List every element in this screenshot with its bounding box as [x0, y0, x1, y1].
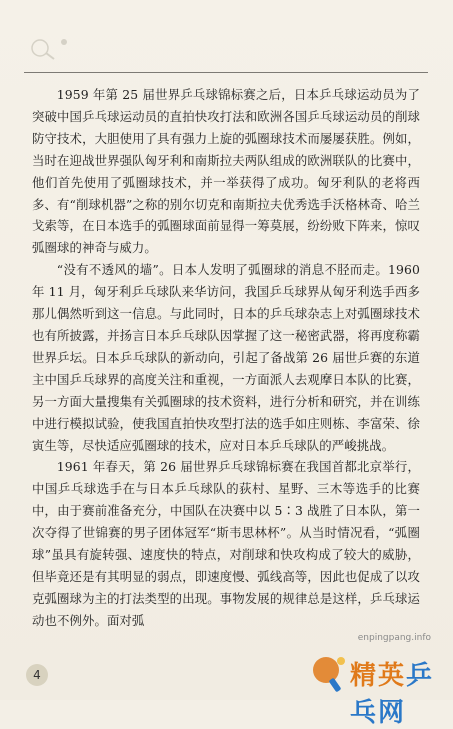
watermark-url: enpingpang.info [357, 633, 431, 643]
watermark-logo [310, 652, 446, 728]
logo-text-part2: 乒乓网 [350, 661, 435, 728]
watermark-logo-text [350, 655, 446, 729]
page-number: 4 [26, 664, 48, 686]
body-text [32, 84, 420, 632]
logo-text-part1: 精英 [350, 661, 407, 691]
header-rule [24, 72, 428, 73]
paragraph-3: 1961 年春天，第 26 届世界乒乓球锦标赛在我国首都北京举行，中国乒乓球选手在与日本乒乓球队的荻村、星野、三木等选手的比赛中，由于赛前准备充分，中国队在决赛中以 5∶3 战胜了日本队，第一次夺得了世锦赛的男子团体冠军“斯韦思林杯”。从当时情况看，“弧圈球”虽具有旋转强、速度快的特点，对削球和快攻构成了较大的威胁，但毕竟还是有其明显的弱点，即速度慢、弧线高等，因此也促成了以攻克弧圈球为主的打法类型的出现。事物发展的规律总是这样，乒乓球运动也不例外。面对弧 [32, 459, 420, 628]
paragraph-1: 1959 年第 25 届世界乒乓球锦标赛之后，日本乒乓球运动员为了突破中国乒乓球运动员的直拍快攻打法和欧洲各国乒乓球运动员的削球防守技术，大胆使用了具有强力上旋的弧圈球技术而屡屡获胜。例如，当时在迎战世界强队匈牙利和南斯拉夫两队组成的欧洲联队的比赛中，他们首先使用了弧圈球技术，并一举获得了成功。匈牙利队的老将西多、有“削球机器”之称的别尔切克和南斯拉夫优秀选手沃格林奇、哈兰戈索等，在日本选手的弧圈球面前显得一筹莫展，纷纷败下阵来，惊叹弧圈球的神奇与威力。 [32, 87, 420, 256]
ping-pong-ornament-icon [30, 34, 72, 60]
paddle-logo-icon [310, 654, 348, 694]
paragraph-2: “没有不透风的墙”。日本人发明了弧圈球的消息不胫而走。1960 年 11 月，匈牙利乒乓球队来华访问，我国乒乓球界从匈牙利选手西多那儿偶然听到这一信息。与此同时，日本的乒乓球杂志上对弧圈球技术也有所披露，并扬言日本乒乓球队因掌握了这一秘密武器，将再度称霸世界乒坛。日本乒乓球队的新动向，引起了备战第 26 届世乒赛的东道主中国乒乓球界的高度关注和重视，一方面派人去观摩日本队的比赛，另一方面大量搜集有关弧圈球的技术资料，进行分析和研究，并在训练中进行模拟试验，使我国直拍快攻型打法的选手如庄则栋、李富荣、徐寅生等，尽快适应弧圈球的技术，应对日本乒乓球队的严峻挑战。 [32, 262, 420, 453]
